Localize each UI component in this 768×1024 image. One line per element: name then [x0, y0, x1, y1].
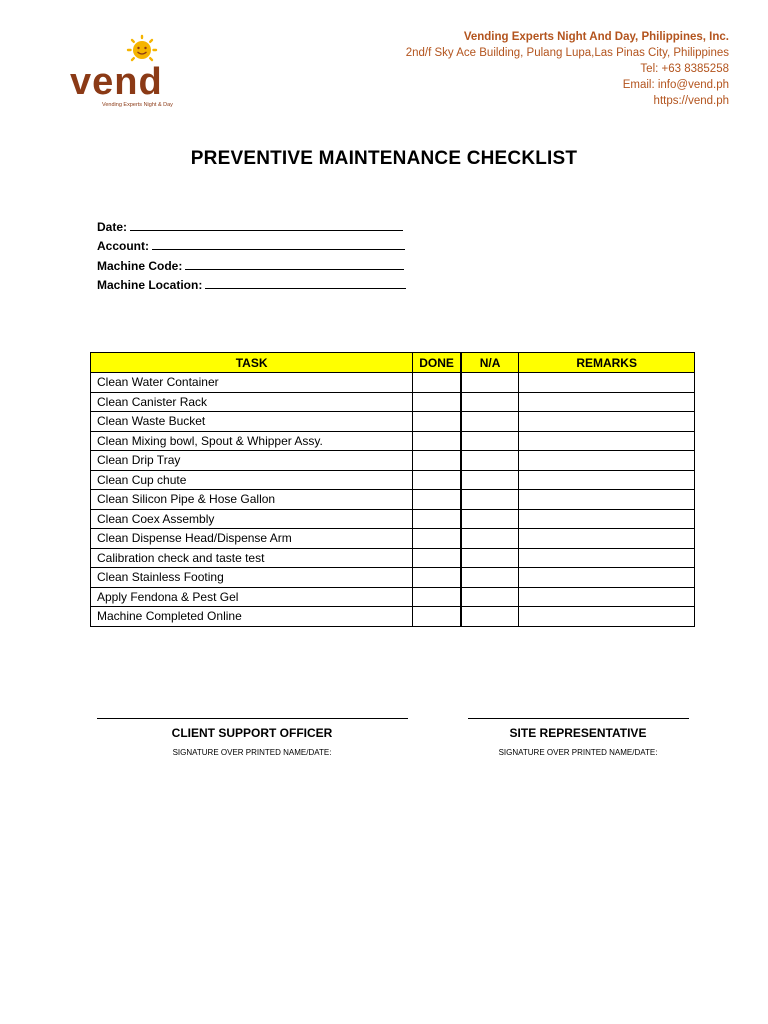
- remarks-cell[interactable]: [519, 431, 695, 451]
- signature-caption: SIGNATURE OVER PRINTED NAME/DATE:: [498, 748, 658, 757]
- remarks-cell[interactable]: [519, 412, 695, 432]
- na-checkbox-cell[interactable]: [461, 451, 519, 471]
- table-row: [91, 470, 695, 490]
- done-checkbox-cell[interactable]: [413, 451, 461, 471]
- task-cell: Clean Cup chute: [91, 470, 413, 490]
- date-field[interactable]: [97, 218, 406, 237]
- done-checkbox-cell[interactable]: [413, 529, 461, 549]
- table-row: [91, 568, 695, 588]
- table-row: [91, 587, 695, 607]
- column-header-task: TASK: [91, 353, 413, 373]
- na-checkbox-cell[interactable]: [461, 392, 519, 412]
- client-support-officer-signature: [96, 706, 408, 757]
- na-checkbox-cell[interactable]: [461, 548, 519, 568]
- site-representative-signature: [467, 706, 689, 757]
- machine-location-field[interactable]: [97, 276, 406, 295]
- done-checkbox-cell[interactable]: [413, 548, 461, 568]
- table-row: [91, 607, 695, 627]
- task-cell: Clean Mixing bowl, Spout & Whipper Assy.: [91, 431, 413, 451]
- page-title: PREVENTIVE MAINTENANCE CHECKLIST: [190, 148, 578, 169]
- machine-code-label: Machine Code:: [97, 258, 183, 273]
- na-checkbox-cell[interactable]: [461, 490, 519, 510]
- logo-wordmark: vend: [70, 61, 163, 103]
- task-cell: Clean Stainless Footing: [91, 568, 413, 588]
- table-row: [91, 490, 695, 510]
- table-header-row: [91, 353, 695, 373]
- remarks-cell[interactable]: [519, 470, 695, 490]
- na-checkbox-cell[interactable]: [461, 587, 519, 607]
- table-row: [91, 509, 695, 529]
- column-header-na: N/A: [461, 353, 519, 373]
- task-cell: Clean Coex Assembly: [91, 509, 413, 529]
- maintenance-checklist-table: [90, 352, 695, 627]
- na-checkbox-cell[interactable]: [461, 607, 519, 627]
- table-row: [91, 529, 695, 549]
- task-cell: Clean Drip Tray: [91, 451, 413, 471]
- remarks-cell[interactable]: [519, 392, 695, 412]
- logo-tagline: Vending Experts Night & Day: [102, 102, 173, 108]
- na-checkbox-cell[interactable]: [461, 431, 519, 451]
- remarks-cell[interactable]: [519, 548, 695, 568]
- machine-code-line: [185, 257, 404, 270]
- na-checkbox-cell[interactable]: [461, 373, 519, 393]
- table-row: [91, 373, 695, 393]
- remarks-cell[interactable]: [519, 490, 695, 510]
- remarks-cell[interactable]: [519, 451, 695, 471]
- signature-caption: SIGNATURE OVER PRINTED NAME/DATE:: [172, 748, 332, 757]
- task-cell: Machine Completed Online: [91, 607, 413, 627]
- na-checkbox-cell[interactable]: [461, 529, 519, 549]
- date-label: Date:: [97, 220, 128, 234]
- company-address: 2nd/f Sky Ace Building, Pulang Lupa,Las Pinas City, Philippines: [405, 47, 729, 59]
- vend-logo: [66, 34, 226, 112]
- remarks-cell[interactable]: [519, 529, 695, 549]
- date-line: [130, 218, 403, 231]
- na-checkbox-cell[interactable]: [461, 509, 519, 529]
- task-cell: Clean Dispense Head/Dispense Arm: [91, 529, 413, 549]
- task-cell: Clean Waste Bucket: [91, 412, 413, 432]
- signature-role: CLIENT SUPPORT OFFICER: [171, 726, 333, 740]
- done-checkbox-cell[interactable]: [413, 373, 461, 393]
- table-row: [91, 431, 695, 451]
- checklist-body: [91, 373, 695, 627]
- done-checkbox-cell[interactable]: [413, 490, 461, 510]
- done-checkbox-cell[interactable]: [413, 470, 461, 490]
- remarks-cell[interactable]: [519, 568, 695, 588]
- header-fields: [97, 218, 406, 295]
- task-cell: Clean Canister Rack: [91, 392, 413, 412]
- machine-location-label: Machine Location:: [97, 277, 203, 292]
- na-checkbox-cell[interactable]: [461, 568, 519, 588]
- company-website: https://vend.ph: [653, 95, 729, 107]
- task-cell: Apply Fendona & Pest Gel: [91, 587, 413, 607]
- done-checkbox-cell[interactable]: [413, 392, 461, 412]
- account-line: [152, 237, 405, 250]
- machine-code-field[interactable]: [97, 257, 406, 276]
- done-checkbox-cell[interactable]: [413, 431, 461, 451]
- company-email: Email: info@vend.ph: [622, 79, 729, 91]
- table-row: [91, 548, 695, 568]
- remarks-cell[interactable]: [519, 373, 695, 393]
- table-row: [91, 392, 695, 412]
- remarks-cell[interactable]: [519, 587, 695, 607]
- done-checkbox-cell[interactable]: [413, 509, 461, 529]
- remarks-cell[interactable]: [519, 607, 695, 627]
- column-header-done: DONE: [413, 353, 461, 373]
- table-row: [91, 412, 695, 432]
- column-header-remarks: REMARKS: [519, 353, 695, 373]
- company-tel: Tel: +63 8385258: [640, 63, 729, 75]
- company-name: Vending Experts Night And Day, Philippines, Inc.: [463, 31, 729, 43]
- signature-role: SITE REPRESENTATIVE: [509, 726, 647, 740]
- task-cell: Clean Water Container: [91, 373, 413, 393]
- company-info: [406, 29, 729, 109]
- task-cell: Clean Silicon Pipe & Hose Gallon: [91, 490, 413, 510]
- task-cell: Calibration check and taste test: [91, 548, 413, 568]
- account-label: Account:: [97, 239, 149, 254]
- sun-icon: [128, 36, 156, 60]
- table-row: [91, 451, 695, 471]
- account-field[interactable]: [97, 237, 406, 256]
- remarks-cell[interactable]: [519, 509, 695, 529]
- signature-line[interactable]: [468, 706, 689, 719]
- done-checkbox-cell[interactable]: [413, 607, 461, 627]
- done-checkbox-cell[interactable]: [413, 412, 461, 432]
- signature-line[interactable]: [97, 706, 408, 719]
- done-checkbox-cell[interactable]: [413, 568, 461, 588]
- done-checkbox-cell[interactable]: [413, 587, 461, 607]
- na-checkbox-cell[interactable]: [461, 412, 519, 432]
- machine-location-line: [205, 276, 406, 289]
- vend-logo-graphic: [66, 34, 226, 112]
- na-checkbox-cell[interactable]: [461, 470, 519, 490]
